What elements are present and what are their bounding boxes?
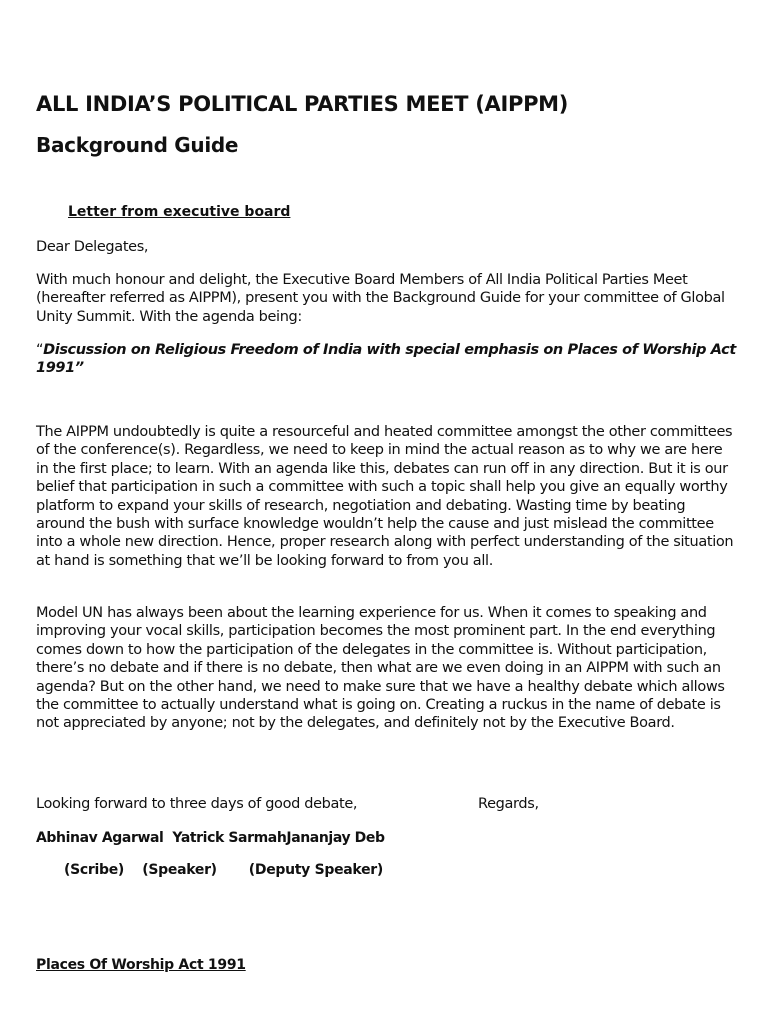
document-title: ALL INDIA’S POLITICAL PARTIES MEET (AIPPM) — [36, 92, 569, 116]
agenda-text: Discussion on Religious Freedom of India with special emphasis on Places of Worship Act 1991” — [36, 342, 736, 377]
closing-text: Looking forward to three days of good debate, — [36, 796, 358, 812]
document-subtitle: Background Guide — [36, 133, 239, 157]
greeting: Dear Delegates, — [36, 239, 149, 255]
agenda-quote-open: “ — [36, 342, 44, 358]
document-page — [36, 0, 736, 1024]
intro-paragraph: With much honour and delight, the Executive Board Members of All India Political Parties Meet (hereafter referred as AIPPM), present you with the Background Guide for your committee of Global Unity Summit. With the agenda being: — [36, 272, 725, 325]
regards-text: Regards, — [478, 796, 539, 812]
section-heading: Places Of Worship Act 1991 — [36, 957, 246, 973]
agenda-statement — [36, 341, 736, 378]
signatory-roles: (Scribe) (Speaker) (Deputy Speaker) — [64, 862, 383, 878]
body-paragraph-1: The AIPPM undoubtedly is quite a resourceful and heated committee amongst the other committees of the conference(s). Regardless, we need to keep in mind the actual reason as to why we are here in the first place; to learn. With an agenda like this, debates can run off in any direction. But it is our belief that participation in such a committee with such a topic shall help you give an equally worthy platform to expand your skills of research, negotiation and debating. Wasting time by beating around the bush with surface knowledge wouldn’t help the cause and just mislead the committee into a whole new direction. Hence, proper research along with perfect understanding of the situation at hand is something that we’ll be looking forward to from you all. — [36, 424, 734, 569]
letter-heading: Letter from executive board — [68, 204, 291, 220]
closing-line — [36, 796, 736, 812]
body-paragraph-2: Model UN has always been about the learning experience for us. When it comes to speaking and improving your vocal skills, participation becomes the most prominent part. In the end everything comes down to how the participation of the delegates in the committee is. Without participation, there’s no debate and if there is no debate, then what are we even doing in an AIPPM with such an agenda? But on the other hand, we need to make sure that we have a healthy debate which allows the committee to actually understand what is going on. Creating a ruckus in the name of debate is not appreciated by anyone; not by the delegates, and definitely not by the Executive Board. — [36, 605, 725, 732]
signatories: Abhinav Agarwal Yatrick SarmahJananjay Deb — [36, 830, 385, 846]
